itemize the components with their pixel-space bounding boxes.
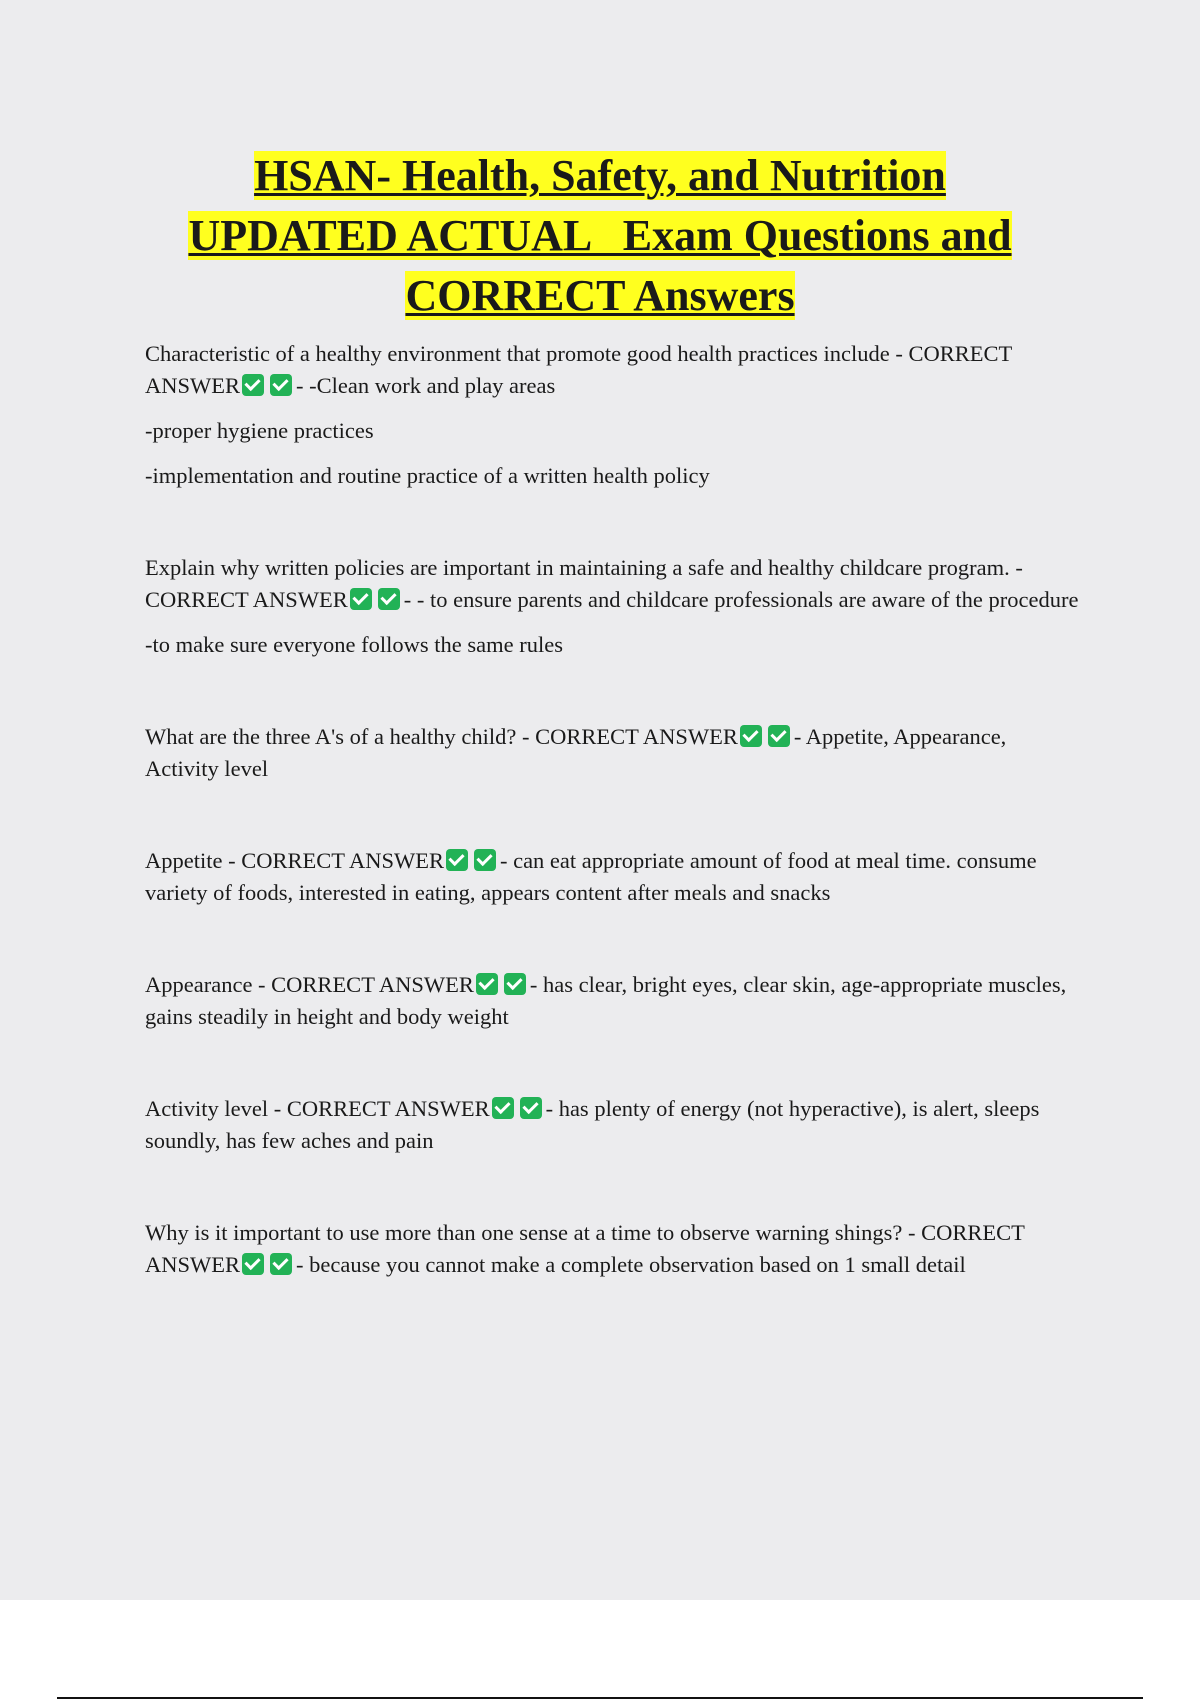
answer-text: - can eat appropriate amount of food at meal time. consume variety of foods, interested in eating, appears content after meals and snacks <box>145 848 1037 905</box>
title-line-1: HSAN- Health, Safety, and Nutrition <box>254 151 946 200</box>
title-line-2: UPDATED ACTUAL Exam Questions and <box>188 211 1012 260</box>
question-text: Activity level - CORRECT ANSWER <box>145 1096 490 1121</box>
answer-text: - has plenty of energy (not hyperactive), is alert, sleeps soundly, has few aches and pain <box>145 1096 1040 1153</box>
footer-divider <box>57 1697 1143 1699</box>
check-box-icon <box>520 1097 542 1119</box>
check-box-icon <box>242 1253 264 1275</box>
title-line-3: CORRECT Answers <box>405 271 795 320</box>
qa-item <box>145 969 1080 1033</box>
question-text: Appearance - CORRECT ANSWER <box>145 972 474 997</box>
check-box-icon <box>768 725 790 747</box>
check-box-icon <box>504 973 526 995</box>
check-box-icon <box>350 588 372 610</box>
answer-extra-line: -to make sure everyone follows the same rules <box>145 632 563 657</box>
qa-item <box>145 338 1080 492</box>
check-box-icon <box>242 374 264 396</box>
answer-text: - -Clean work and play areas <box>296 373 556 398</box>
qa-item <box>145 1093 1080 1157</box>
check-box-icon <box>740 725 762 747</box>
qa-item <box>145 721 1080 785</box>
qa-item <box>145 1217 1080 1281</box>
answer-text: - Appetite, Appearance, Activity level <box>145 724 1007 781</box>
check-box-icon <box>492 1097 514 1119</box>
document-title <box>0 146 1200 326</box>
question-text: Appetite - CORRECT ANSWER <box>145 848 444 873</box>
question-text: Explain why written policies are important in maintaining a safe and healthy childcare program. - CORRECT ANSWER <box>145 555 1023 612</box>
qa-main <box>145 338 1080 402</box>
qa-main <box>145 845 1080 909</box>
answer-extra-line: -proper hygiene practices <box>145 418 374 443</box>
check-box-icon <box>378 588 400 610</box>
answer-extra-line: -implementation and routine practice of a written health policy <box>145 463 710 488</box>
answer-text: - - to ensure parents and childcare professionals are aware of the procedure <box>403 587 1079 612</box>
question-text: Characteristic of a healthy environment that promote good health practices include - CORRECT ANSWER <box>145 341 1012 398</box>
check-box-icon <box>474 849 496 871</box>
answer-text: - has clear, bright eyes, clear skin, age-appropriate muscles, gains steadily in height and body weight <box>145 972 1067 1029</box>
qa-main <box>145 969 1080 1033</box>
qa-main <box>145 1093 1080 1157</box>
check-box-icon <box>270 374 292 396</box>
qa-item <box>145 845 1080 909</box>
check-box-icon <box>446 849 468 871</box>
question-text: Why is it important to use more than one sense at a time to observe warning shings? - CORRECT ANSWER <box>145 1220 1025 1277</box>
qa-main <box>145 721 1080 785</box>
qa-list <box>145 338 1080 1341</box>
check-box-icon <box>270 1253 292 1275</box>
check-box-icon <box>476 973 498 995</box>
question-text: What are the three A's of a healthy child? - CORRECT ANSWER <box>145 724 738 749</box>
qa-main <box>145 1217 1080 1281</box>
qa-main <box>145 552 1080 616</box>
answer-text: - because you cannot make a complete observation based on 1 small detail <box>296 1252 966 1277</box>
qa-item <box>145 552 1080 661</box>
